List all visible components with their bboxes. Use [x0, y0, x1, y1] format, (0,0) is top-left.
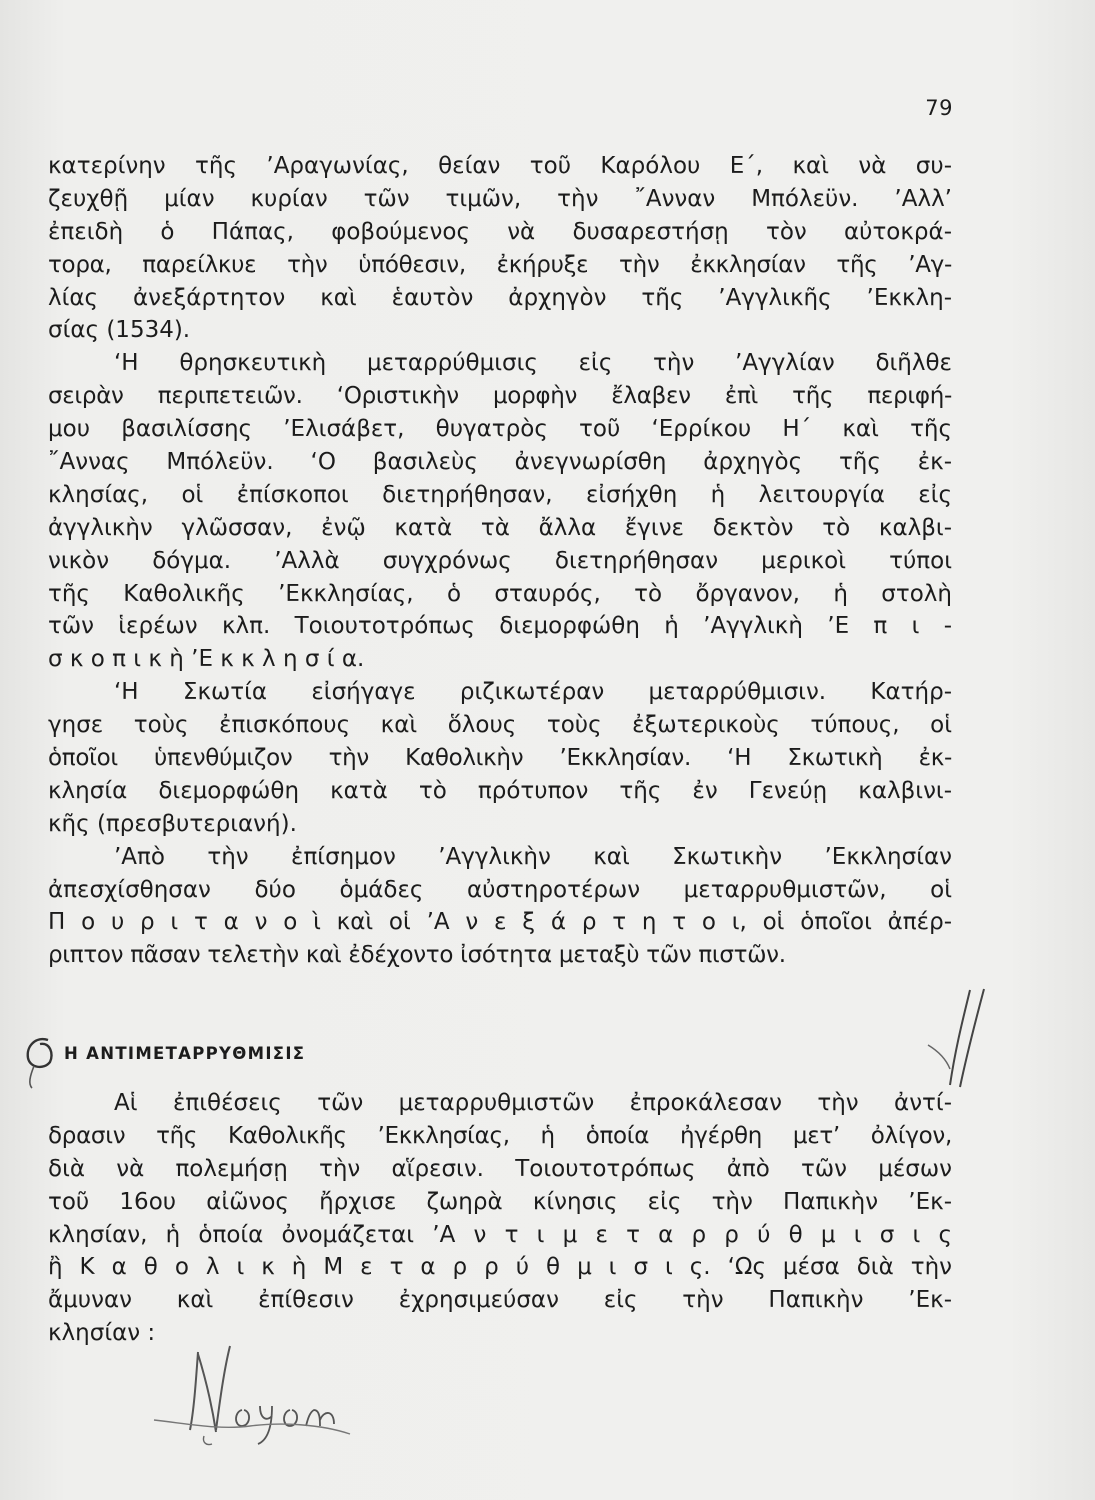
text-line: ἢ Κ α θ ο λ ι κ ὴ Μ ε τ α ρ ρ ύ θ μ ι σ ι ς. ‘Ως μέσα διὰ τὴν: [48, 1254, 952, 1281]
text-line: λίας ἀνεξάρτητον καὶ ἑαυτὸν ἀρχηγὸν τῆς ’Αγγλικῆς ’Εκκλη-: [48, 284, 952, 311]
text-line: τοῦ 16ου αἰῶνος ἤρχισε ζωηρὰ κίνησις εἰς τὴν Παπικὴν ’Εκ-: [48, 1188, 952, 1215]
text-line: τῆς Καθολικῆς ’Εκκλησίας, ὁ σταυρός, τὸ ὄργανον, ἡ στολὴ: [48, 580, 952, 607]
handwritten-signature-icon: [150, 1340, 370, 1450]
text-line: ὁποῖοι ὑπενθύμιζον τὴν Καθολικὴν ’Εκκλησίαν. ‘Η Σκωτικὴ ἐκ-: [48, 745, 952, 772]
text-line: κλησίαν :: [48, 1320, 156, 1347]
text-line: ‘Η θρησκευτικὴ μεταρρύθμισις εἰς τὴν ’Αγγλίαν διῆλθε: [114, 350, 952, 377]
text-line: νικὸν δόγμα. ’Αλλὰ συγχρόνως διετηρήθησαν μερικοὶ τύποι: [48, 547, 952, 574]
handwritten-margin-mark-icon: [920, 985, 1000, 1095]
text-line: σειρὰν περιπετειῶν. ‘Οριστικὴν μορφὴν ἔλαβεν ἐπὶ τῆς περιφή-: [48, 383, 952, 410]
text-line: Π ο υ ρ ι τ α ν ο ὶ καὶ οἱ ’Α ν ε ξ ά ρ τ η τ ο ι, οἱ ὁποῖοι ἀπέρ-: [48, 909, 952, 936]
page-number: 79: [925, 96, 953, 120]
text-line: ῎Αννας Μπόλεϋν. ‘Ο βασιλεὺς ἀνεγνωρίσθη ἀρχηγὸς τῆς ἐκ-: [48, 449, 952, 476]
text-line: κλησίας, οἱ ἐπίσκοποι διετηρήθησαν, εἰσήχθη ἡ λειτουργία εἰς: [48, 481, 952, 508]
text-line: διὰ νὰ πολεμήσῃ τὴν αἵρεσιν. Τοιουτοτρόπως ἀπὸ τῶν μέσων: [48, 1155, 952, 1182]
text-line: κλησίαν, ἡ ὁποία ὀνομάζεται ’Α ν τ ι μ ε τ α ρ ρ ύ θ μ ι σ ι ς: [48, 1221, 952, 1248]
section-heading: Η ΑΝΤΙΜΕΤΑΡΡΥΘΜΙΣΙΣ: [64, 1044, 306, 1063]
text-line: γησε τοὺς ἐπισκόπους καὶ ὅλους τοὺς ἐξωτερικοὺς τύπους, οἱ: [48, 712, 952, 739]
text-line: σ κ ο π ι κ ὴ ’Ε κ κ λ η σ ί α.: [48, 646, 365, 673]
text-line: ριπτον πᾶσαν τελετὴν καὶ ἐδέχοντο ἰσότητα μεταξὺ τῶν πιστῶν.: [48, 942, 786, 969]
text-line: Αἱ ἐπιθέσεις τῶν μεταρρυθμιστῶν ἐπροκάλεσαν τὴν ἀντί-: [114, 1090, 952, 1116]
text-line: ζευχθῇ μίαν κυρίαν τῶν τιμῶν, τὴν ῎Ανναν Μπόλεϋν. ’Αλλ’: [48, 185, 952, 212]
text-line: κατερίνην τῆς ’Αραγωνίας, θείαν τοῦ Καρόλου Ε΄, καὶ νὰ συ-: [48, 153, 952, 179]
text-line: ἀγγλικὴν γλῶσσαν, ἐνῷ κατὰ τὰ ἄλλα ἔγινε δεκτὸν τὸ καλβι-: [48, 514, 952, 541]
text-line: τῶν ἱερέων κλπ. Τοιουτοτρόπως διεμορφώθη ἡ ’Αγγλικὴ ’Ε π ι -: [48, 613, 952, 640]
handwritten-circle-mark-icon: [18, 1032, 62, 1092]
text-line: ἀπεσχίσθησαν δύο ὁμάδες αὐστηροτέρων μεταρρυθμιστῶν, οἱ: [48, 876, 952, 903]
body-text-top: [48, 150, 952, 972]
text-line: ἄμυναν καὶ ἐπίθεσιν ἐχρησιμεύσαν εἰς τὴν Παπικὴν ’Εκ-: [48, 1287, 952, 1314]
text-line: κλησία διεμορφώθη κατὰ τὸ πρότυπον τῆς ἐν Γενεύῃ καλβινι-: [48, 777, 952, 804]
text-line: δρασιν τῆς Καθολικῆς ’Εκκλησίας, ἡ ὁποία ἠγέρθη μετ’ ὀλίγον,: [48, 1122, 952, 1149]
text-line: ’Απὸ τὴν ἐπίσημον ’Αγγλικὴν καὶ Σκωτικὴν ’Εκκλησίαν: [114, 843, 952, 870]
text-line: ‘Η Σκωτία εἰσήγαγε ριζικωτέραν μεταρρύθμισιν. Κατήρ-: [114, 679, 952, 706]
text-line: τορα, παρείλκυε τὴν ὑπόθεσιν, ἐκήρυξε τὴν ἐκκλησίαν τῆς ’Αγ-: [48, 251, 952, 278]
section-heading-block: [24, 1038, 424, 1078]
text-line: ἐπειδὴ ὁ Πάπας, φοβούμενος νὰ δυσαρεστήσῃ τὸν αὐτοκρά-: [48, 218, 952, 245]
text-line: κῆς (πρεσβυτεριανή).: [48, 810, 297, 837]
text-line: σίας (1534).: [48, 317, 191, 344]
body-text-bottom: [48, 1087, 952, 1350]
text-line: μου βασιλίσσης ’Ελισάβετ, θυγατρὸς τοῦ ‘Ερρίκου Η΄ καὶ τῆς: [48, 416, 952, 443]
